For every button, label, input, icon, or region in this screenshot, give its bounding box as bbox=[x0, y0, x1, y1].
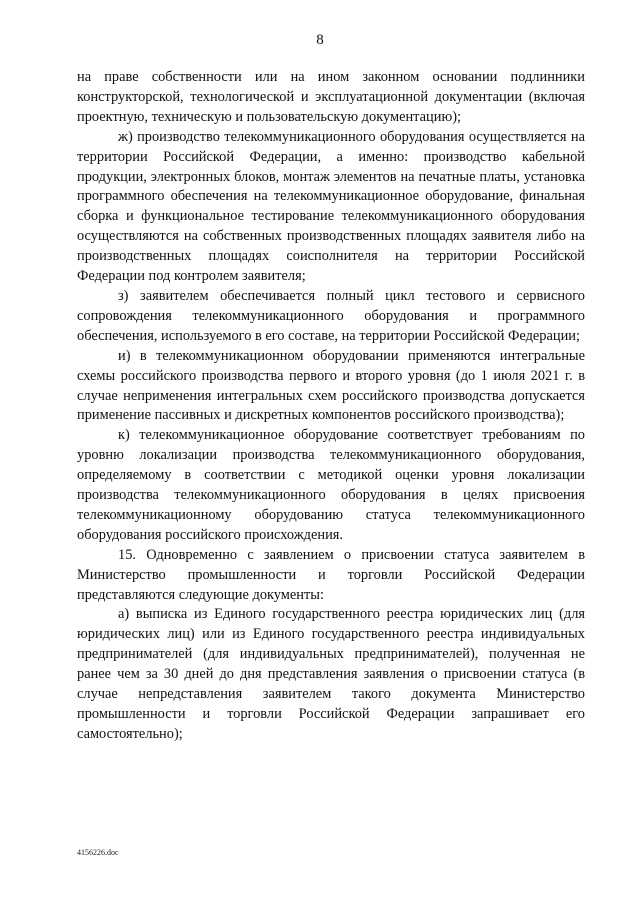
page-number: 8 bbox=[316, 32, 324, 48]
paragraph-item-a: а) выписка из Единого государственного реестра юридических лиц (для юридических лиц) или из Единого государственного реестра индивидуальных предпринимателей (для индивидуальных предпринимателей), полученная не ранее чем за 30 дней до дня представления заявления о присвоении статуса (в случае непредставления заявителем такого документа Министерство промышленности и торговли Российской Федерации запрашивает его самостоятельно); bbox=[77, 606, 585, 742]
paragraph-item-k: к) телекоммуникационное оборудование соответствует требованиям по уровню локализации производства телекоммуникационного оборудования, определяемому в соответствии с методикой оценки уровня локализации производства телекоммуникационного оборудования в целях присвоения телекоммуникационному оборудованию статуса телекоммуникационного оборудования российского происхождения. bbox=[77, 427, 585, 543]
document-body bbox=[77, 68, 585, 745]
paragraph-item-z: з) заявителем обеспечивается полный цикл тестового и сервисного сопровождения телекоммуникационного оборудования и программного обеспечения, используемого в его составе, на территории Российской Федерации; bbox=[77, 287, 585, 344]
paragraph-item-zh: ж) производство телекоммуникационного оборудования осуществляется на территории Российской Федерации, а именно: производство кабельной продукции, электронных блоков, монтаж элементов на печатные платы, установка программного обеспечения на телекоммуникационное оборудование, финальная сборка и функциональное тестирование телекоммуникационного оборудования осуществляются на собственных производственных площадях заявителя либо на производственных площадях соисполнителя на территории Российской Федерации под контролем заявителя; bbox=[77, 128, 585, 285]
paragraph-continuation: на праве собственности или на ином законном основании подлинники конструкторской, технологической и эксплуатационной документации (включая проектную, техническую и пользовательскую документацию); bbox=[77, 69, 585, 125]
paragraph-section-15: 15. Одновременно с заявлением о присвоении статуса заявителем в Министерство промышленности и торговли Российской Федерации представляются следующие документы: bbox=[77, 546, 585, 603]
paragraph-item-i: и) в телекоммуникационном оборудовании применяются интегральные схемы российского производства первого и второго уровня (до 1 июля 2021 г. в случае неприменения интегральных схем российского производства допускается применение пассивных и дискретных компонентов российского производства); bbox=[77, 347, 585, 424]
document-file-id: 4156226.doc bbox=[77, 848, 119, 857]
